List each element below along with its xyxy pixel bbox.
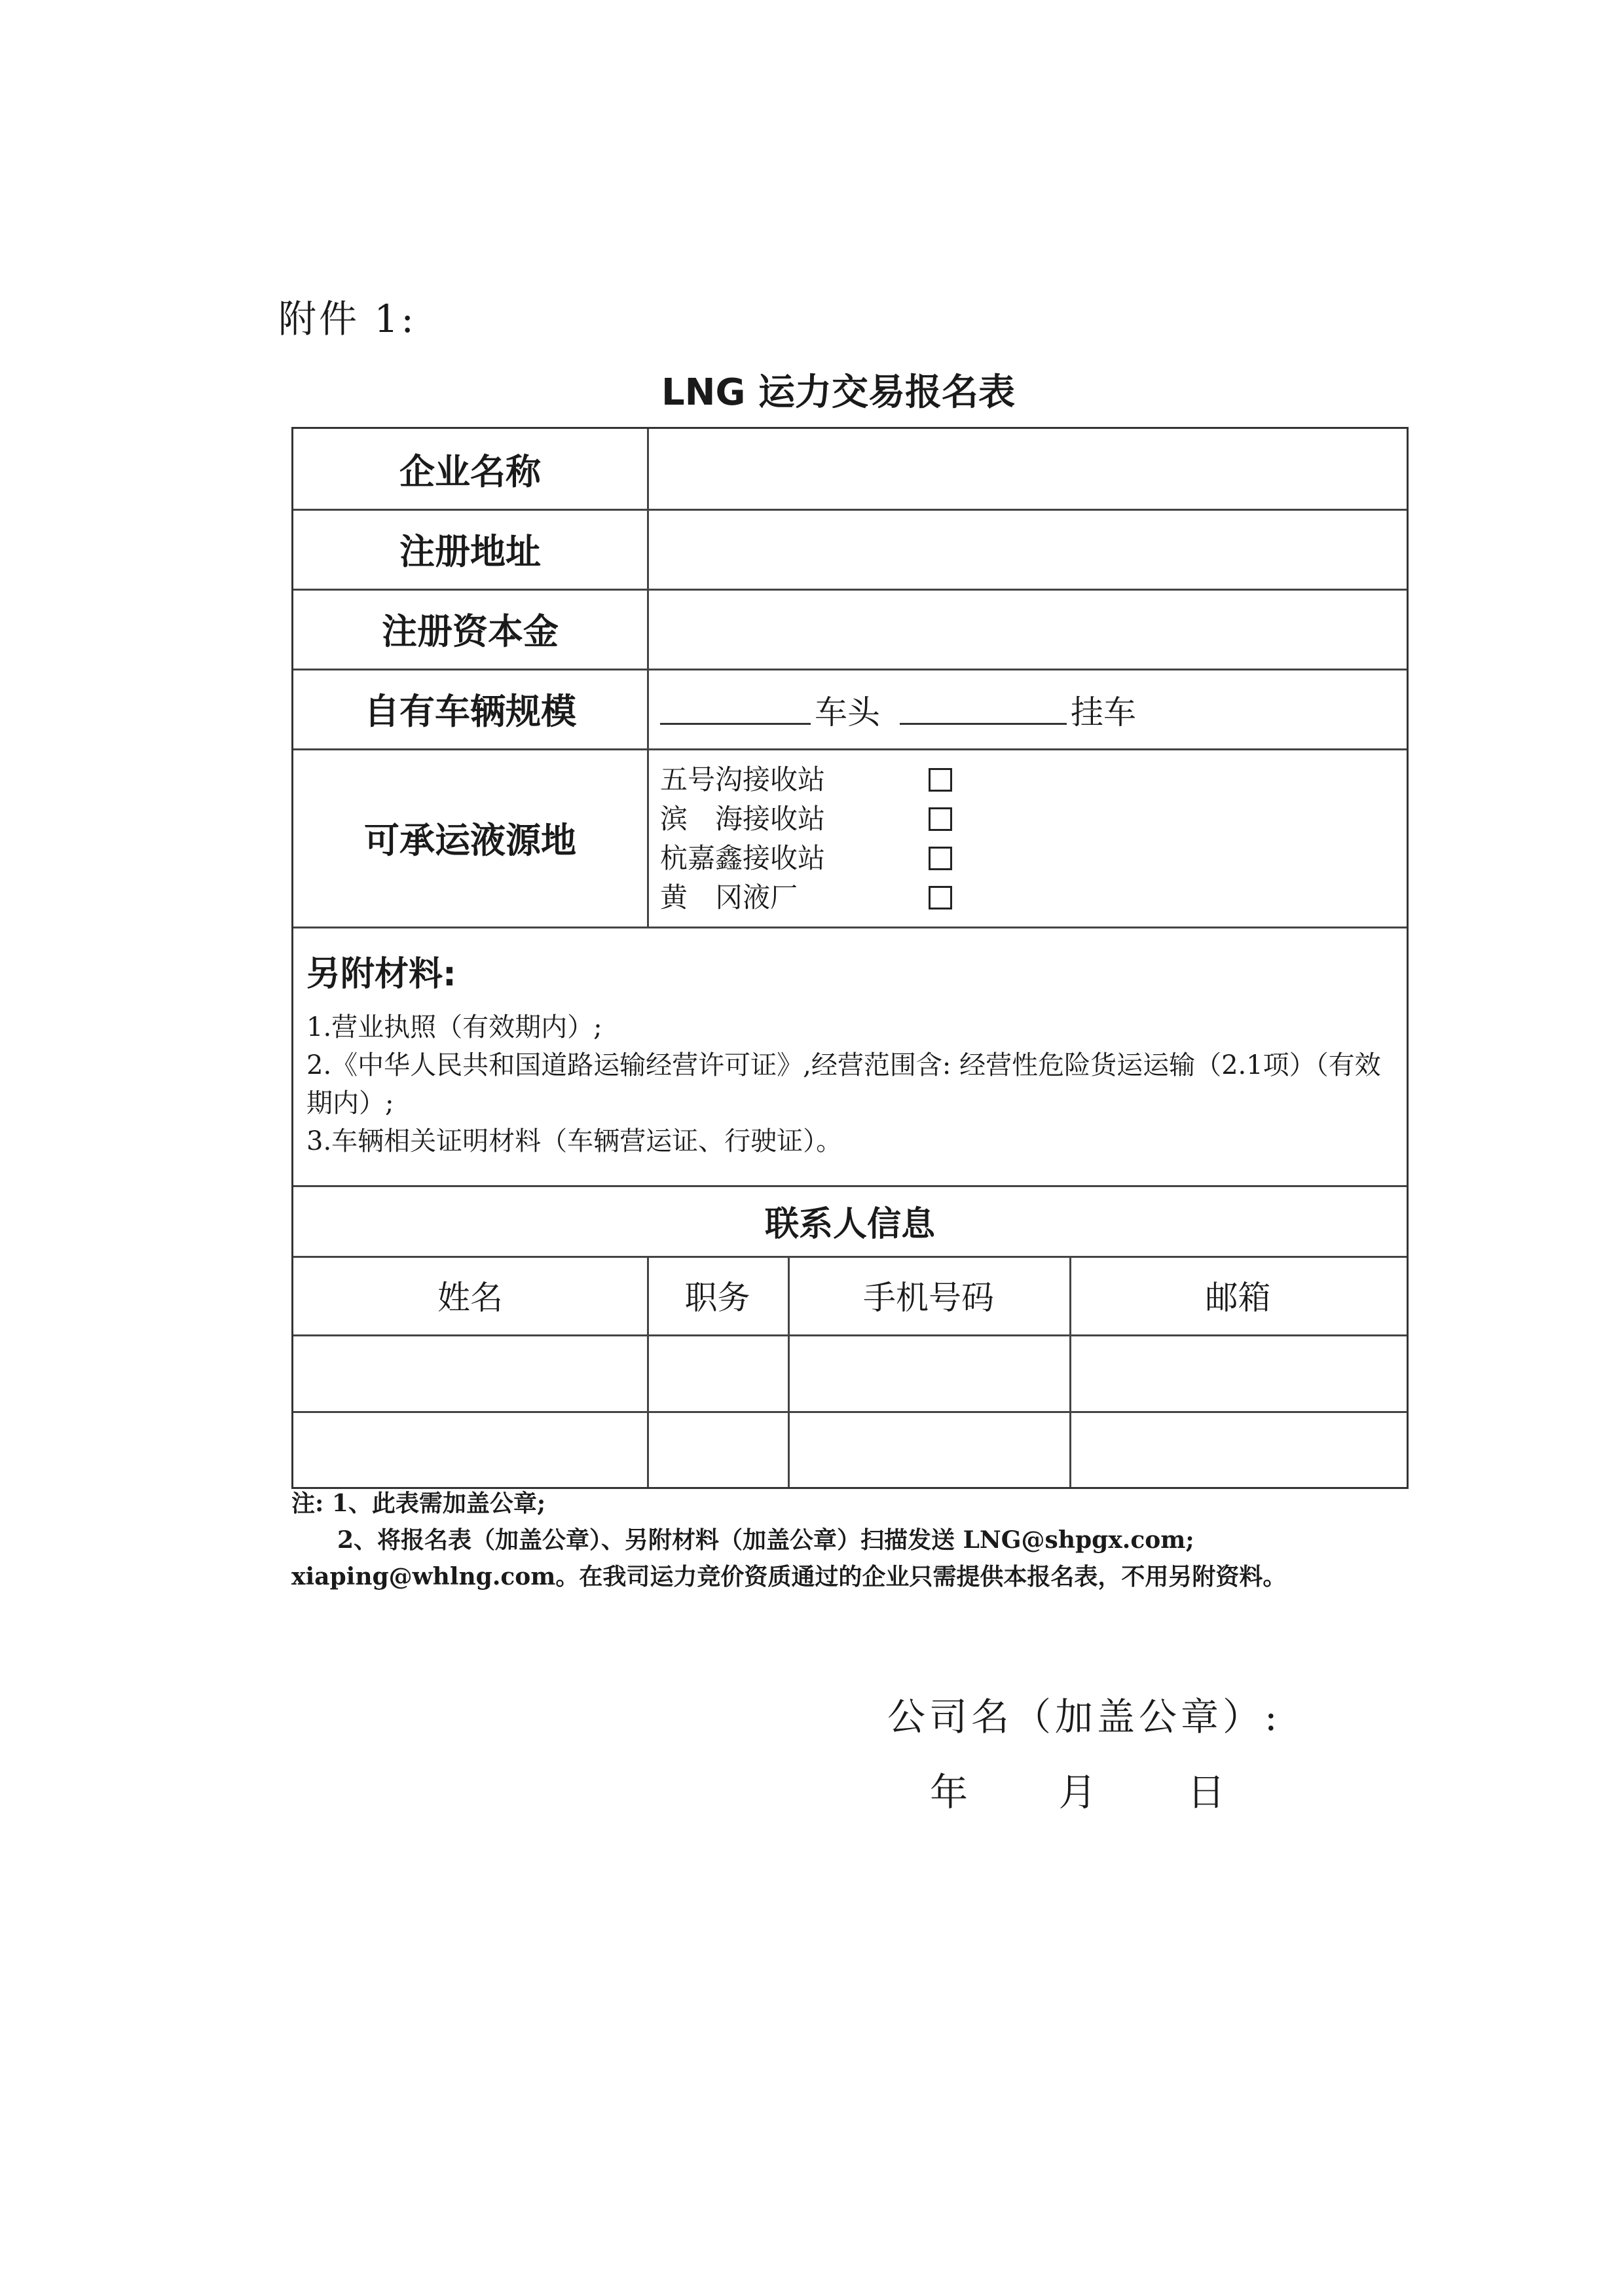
company-name-field[interactable] [650,435,1401,504]
date-day: 日 [1187,1770,1225,1814]
note-line: 注: 1、此表需加盖公章; [291,1490,546,1517]
attachment-item: 3.车辆相关证明材料（车辆营运证、行驶证）。 [306,1126,843,1156]
vehicle-trailer-blank[interactable] [900,695,1067,725]
form-title: LNG 运力交易报名表 [661,371,1015,414]
checkbox[interactable] [929,807,952,831]
registered-capital-field[interactable] [650,595,1401,663]
date-year: 年 [930,1770,969,1814]
source-name: 五号沟接收站 [660,763,826,796]
column-header-email: 邮箱 [1205,1279,1271,1317]
note-line: xiaping@whlng.com。在我司运力竞价资质通过的企业只需提供本报名表，不用另附资料。 [291,1563,1287,1590]
checkbox[interactable] [929,847,952,870]
source-option [660,839,952,878]
column-header-title: 职务 [684,1279,750,1317]
source-name: 黄 冈液厂 [660,881,798,913]
source-option [660,799,952,839]
vehicle-scale-inputs [660,683,1136,737]
source-list [660,760,952,917]
registered-address-field[interactable] [650,515,1401,583]
source-label: 可承运液源地 [364,819,576,861]
attachment-label: 附件 1: [278,297,416,341]
attachments-heading: 另附材料: [306,955,456,994]
attachments-list [306,1008,1397,1160]
date-month: 月 [1058,1770,1097,1814]
row-divider [293,1334,1407,1336]
signature-company: 公司名（加盖公章）: [887,1695,1282,1739]
source-name: 滨 海接收站 [660,803,826,835]
vehicle-scale-label: 自有车辆规模 [364,690,576,732]
vehicle-trailer-label: 挂车 [1071,693,1136,731]
registered-capital-label: 注册资本金 [382,610,559,652]
signature-date [930,1761,1225,1816]
source-name: 杭嘉鑫接收站 [660,842,826,874]
column-header-name: 姓名 [437,1279,503,1317]
registered-address-label: 注册地址 [399,530,541,572]
attachment-item: 1.营业执照（有效期内）; [306,1012,602,1042]
checkbox[interactable] [929,768,952,792]
checkbox[interactable] [929,886,952,909]
attachment-item: 2.《中华人民共和国道路运输经营许可证》,经营范围含: 经营性危险货运运输（2.1项）（有效期内）; [306,1050,1381,1118]
contact-section-title: 联系人信息 [764,1204,935,1244]
label-divider [647,429,649,927]
vehicle-head-blank[interactable] [660,695,811,725]
source-option [660,760,952,799]
notes [291,1485,1418,1595]
note-line: 2、将报名表（加盖公章）、另附材料（加盖公章）扫描发送 LNG@shpgx.com; [337,1526,1194,1554]
row-divider [293,1411,1407,1413]
vehicle-head-label: 车头 [815,693,880,731]
source-option [660,878,952,917]
row-divider [293,927,1407,928]
column-header-phone: 手机号码 [863,1279,994,1317]
company-name-label: 企业名称 [399,450,541,492]
registration-form [291,427,1409,1489]
